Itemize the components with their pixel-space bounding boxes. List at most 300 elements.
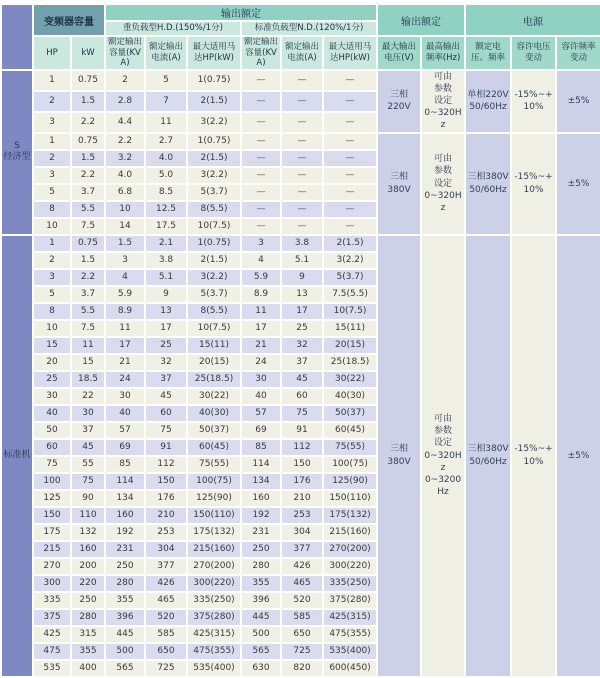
table-cell: 215(160) — [323, 524, 377, 541]
table-cell: 2 — [33, 150, 71, 167]
table-cell: 60(45) — [187, 439, 241, 456]
table-cell: 17 — [281, 303, 323, 320]
table-cell: 85 — [105, 456, 145, 473]
table-cell: 650 — [145, 643, 187, 660]
table-cell: 30 — [33, 388, 71, 405]
header-rated-voltage-freq: 额定电压、频率 — [465, 36, 511, 70]
table-cell: 15 — [71, 354, 105, 371]
header-heavy-duty: 重负载型H.D.(150%/1分) — [105, 21, 241, 36]
table-cell: 377 — [281, 541, 323, 558]
table-cell: 5.0 — [145, 167, 187, 184]
table-cell: 4.0 — [145, 150, 187, 167]
merged-max-voltage: 三相 220V — [377, 70, 421, 133]
table-cell: 1 — [33, 70, 71, 91]
table-cell: 3.8 — [145, 252, 187, 269]
merged-freq-variation: ±5% — [556, 70, 600, 133]
table-cell: 40 — [33, 405, 71, 422]
table-cell: 7 — [145, 91, 187, 112]
header-freq-variation: 容许频率变动 — [556, 36, 600, 70]
table-cell: 3.8 — [281, 235, 323, 252]
table-cell: 520 — [281, 592, 323, 609]
table-cell: 5 — [145, 70, 187, 91]
merged-max-voltage: 三相 380V — [377, 235, 421, 677]
table-cell: — — [281, 218, 323, 235]
header-hd-max-motor: 最大适用马达HP(kW) — [187, 36, 241, 70]
table-cell: 25 — [33, 371, 71, 388]
table-cell: 114 — [241, 456, 281, 473]
header-output-rating: 输出额定 — [105, 4, 377, 21]
table-cell: 3.2 — [105, 150, 145, 167]
merged-max-frequency: 可由 参数 设定 0~320Hz 0~3200Hz — [421, 235, 465, 677]
header-kw: kW — [71, 36, 105, 70]
table-cell: 355 — [105, 592, 145, 609]
table-cell: 10(7.5) — [187, 218, 241, 235]
table-cell: — — [323, 133, 377, 150]
table-cell: 192 — [105, 524, 145, 541]
table-cell: 280 — [71, 609, 105, 626]
table-cell: 32 — [145, 354, 187, 371]
table-cell: 69 — [105, 439, 145, 456]
table-cell: 50(37) — [187, 422, 241, 439]
table-cell: — — [281, 167, 323, 184]
table-cell: 3(2.2) — [187, 112, 241, 133]
table-cell: 270(200) — [323, 541, 377, 558]
table-cell: 2.7 — [145, 133, 187, 150]
table-cell: 57 — [241, 405, 281, 422]
table-cell: 1(0.75) — [187, 235, 241, 252]
table-cell: 75 — [145, 422, 187, 439]
header-normal-duty: 标准负载型N.D.(120%/1分) — [241, 21, 377, 36]
table-cell: 250 — [241, 541, 281, 558]
table-cell: 5 — [33, 286, 71, 303]
table-cell: 45 — [145, 388, 187, 405]
table-cell: 30 — [105, 388, 145, 405]
table-cell: 215(160) — [187, 541, 241, 558]
table-cell: 1 — [33, 133, 71, 150]
table-cell: 175 — [33, 524, 71, 541]
table-cell: 1.5 — [71, 150, 105, 167]
table-cell: 396 — [105, 609, 145, 626]
table-cell: 25(18.5) — [187, 371, 241, 388]
table-cell: 280 — [105, 575, 145, 592]
table-cell: 250 — [71, 592, 105, 609]
table-cell: 2(1.5) — [187, 91, 241, 112]
table-cell: 231 — [105, 541, 145, 558]
table-cell: 4 — [241, 252, 281, 269]
header-row-columns — [1, 36, 600, 70]
table-cell: 300(220) — [323, 558, 377, 575]
table-cell: 725 — [145, 660, 187, 677]
header-power-supply: 电源 — [465, 4, 600, 36]
table-header — [1, 4, 600, 70]
table-cell: 3.7 — [71, 184, 105, 201]
header-hp: HP — [33, 36, 71, 70]
table-cell: 231 — [241, 524, 281, 541]
table-cell: 20(15) — [187, 354, 241, 371]
table-cell: 90 — [71, 490, 105, 507]
table-cell: 11 — [105, 320, 145, 337]
table-cell: — — [241, 218, 281, 235]
table-cell: 300 — [33, 575, 71, 592]
table-cell: 220 — [71, 575, 105, 592]
table-cell: 335 — [33, 592, 71, 609]
table-cell: 37 — [71, 422, 105, 439]
table-cell: 8.9 — [241, 286, 281, 303]
table-cell: 3.7 — [71, 286, 105, 303]
table-cell: 14 — [105, 218, 145, 235]
table-cell: — — [323, 218, 377, 235]
table-cell: 5.9 — [105, 286, 145, 303]
table-cell: 69 — [241, 422, 281, 439]
table-cell: 24 — [241, 354, 281, 371]
table-cell: 13 — [281, 286, 323, 303]
table-cell: 210 — [281, 490, 323, 507]
table-cell: — — [241, 201, 281, 218]
table-cell: 11 — [71, 337, 105, 354]
table-cell: 3 — [105, 252, 145, 269]
table-cell: 335(250) — [187, 592, 241, 609]
table-cell: 15(11) — [323, 320, 377, 337]
table-cell: 400 — [71, 660, 105, 677]
table-cell: 12.5 — [145, 201, 187, 218]
table-cell: — — [281, 184, 323, 201]
table-cell: 8(5.5) — [187, 303, 241, 320]
table-cell: 13 — [145, 303, 187, 320]
table-cell: 25 — [281, 320, 323, 337]
table-cell: 396 — [241, 592, 281, 609]
table-cell: 3 — [33, 112, 71, 133]
table-cell: 32 — [281, 337, 323, 354]
table-cell: 2.1 — [145, 235, 187, 252]
table-cell: 25 — [145, 337, 187, 354]
merged-rated-voltage-freq: 单相220V 50/60Hz — [465, 70, 511, 133]
table-cell: 2 — [33, 252, 71, 269]
table-cell: 110 — [71, 507, 105, 524]
table-cell: 0.75 — [71, 133, 105, 150]
header-nd-rated-capacity: 额定输出容量(KVA) — [241, 36, 281, 70]
table-cell: 192 — [241, 507, 281, 524]
header-voltage-variation: 容许电压变动 — [511, 36, 556, 70]
table-cell: 500 — [241, 626, 281, 643]
table-cell: 585 — [281, 609, 323, 626]
table-cell: 280 — [241, 558, 281, 575]
table-cell: 100(75) — [323, 456, 377, 473]
table-cell: 10 — [33, 218, 71, 235]
table-cell: 40(30) — [323, 388, 377, 405]
table-cell: 4.4 — [105, 112, 145, 133]
header-nd-rated-current: 额定输出电流(A) — [281, 36, 323, 70]
table-cell: 7.5 — [71, 320, 105, 337]
table-cell: 57 — [105, 422, 145, 439]
header-row-groups — [1, 4, 600, 21]
table-cell: 4.0 — [105, 167, 145, 184]
table-cell: 8(5.5) — [187, 201, 241, 218]
table-cell: 10 — [105, 201, 145, 218]
table-cell: 253 — [145, 524, 187, 541]
table-cell: 5.1 — [145, 269, 187, 286]
group-label: 标准机 — [1, 235, 33, 677]
table-cell: 112 — [145, 456, 187, 473]
table-cell: 3 — [33, 167, 71, 184]
table-cell: 37 — [145, 371, 187, 388]
table-cell: 15 — [33, 337, 71, 354]
table-cell: — — [323, 112, 377, 133]
table-cell: 134 — [241, 473, 281, 490]
table-cell: 1(0.75) — [187, 133, 241, 150]
table-cell: 150 — [145, 473, 187, 490]
table-row — [1, 235, 600, 252]
table-cell: 426 — [281, 558, 323, 575]
table-cell: 3(2.2) — [187, 269, 241, 286]
table-cell: — — [241, 70, 281, 91]
table-cell: 445 — [241, 609, 281, 626]
table-row — [1, 133, 600, 150]
table-cell: 2(1.5) — [187, 252, 241, 269]
table-cell: 445 — [105, 626, 145, 643]
table-cell: 17 — [241, 320, 281, 337]
table-cell: 8 — [33, 201, 71, 218]
table-cell: 1.5 — [71, 91, 105, 112]
table-cell: 500 — [105, 643, 145, 660]
table-cell: 535(400) — [323, 643, 377, 660]
table-cell: 21 — [105, 354, 145, 371]
table-cell: 1.5 — [105, 235, 145, 252]
table-cell: 24 — [105, 371, 145, 388]
merged-freq-variation: ±5% — [556, 235, 600, 677]
merged-max-voltage: 三相 380V — [377, 133, 421, 235]
table-cell: 6.8 — [105, 184, 145, 201]
table-cell: 125(90) — [323, 473, 377, 490]
table-cell: 425(315) — [323, 609, 377, 626]
table-cell: 565 — [241, 643, 281, 660]
table-cell: 5(3.7) — [323, 269, 377, 286]
table-cell: — — [241, 167, 281, 184]
table-cell: 30(22) — [187, 388, 241, 405]
table-cell: 114 — [105, 473, 145, 490]
table-cell: 91 — [281, 422, 323, 439]
table-cell: 75(55) — [187, 456, 241, 473]
table-cell: 9 — [281, 269, 323, 286]
table-cell: — — [241, 184, 281, 201]
corner-cell — [1, 4, 33, 70]
table-cell: 5.1 — [281, 252, 323, 269]
table-cell: 22 — [71, 388, 105, 405]
table-cell: 8.5 — [145, 184, 187, 201]
table-cell: — — [323, 150, 377, 167]
table-cell: 150 — [281, 456, 323, 473]
table-cell: — — [281, 112, 323, 133]
table-cell: 585 — [145, 626, 187, 643]
merged-rated-voltage-freq: 三相380V 50/60Hz — [465, 235, 511, 677]
table-cell: 11 — [241, 303, 281, 320]
table-cell: 375(280) — [323, 592, 377, 609]
table-cell: 475(355) — [323, 626, 377, 643]
table-cell: 125 — [33, 490, 71, 507]
table-cell: 17.5 — [145, 218, 187, 235]
table-cell: 355 — [241, 575, 281, 592]
table-cell: 270 — [33, 558, 71, 575]
table-cell: 30 — [71, 405, 105, 422]
table-cell: 11 — [145, 112, 187, 133]
table-cell: 150(110) — [323, 490, 377, 507]
table-cell: 820 — [281, 660, 323, 677]
table-cell: 3(2.2) — [323, 252, 377, 269]
table-cell: — — [281, 150, 323, 167]
table-cell: 25(18.5) — [323, 354, 377, 371]
table-cell: — — [281, 70, 323, 91]
table-cell: 75(55) — [323, 439, 377, 456]
table-cell: 535 — [33, 660, 71, 677]
table-cell: 600(450) — [323, 660, 377, 677]
table-cell: 21 — [241, 337, 281, 354]
table-cell: 100(75) — [187, 473, 241, 490]
group-label: S 经济型 — [1, 70, 33, 235]
table-cell: 4 — [105, 269, 145, 286]
table-cell: 210 — [145, 507, 187, 524]
table-cell: 375(280) — [187, 609, 241, 626]
table-cell: 20 — [33, 354, 71, 371]
table-cell: 215 — [33, 541, 71, 558]
table-cell: 5.5 — [71, 201, 105, 218]
table-cell: 2(1.5) — [187, 150, 241, 167]
header-hd-rated-capacity: 额定输出容量(KVA) — [105, 36, 145, 70]
table-cell: 5(3.7) — [187, 184, 241, 201]
table-cell: 17 — [145, 320, 187, 337]
table-cell: — — [323, 201, 377, 218]
table-cell: 465 — [281, 575, 323, 592]
table-cell: 10(7.5) — [323, 303, 377, 320]
table-cell: 50(37) — [323, 405, 377, 422]
table-cell: 355 — [71, 643, 105, 660]
table-cell: — — [241, 133, 281, 150]
table-cell: 377 — [145, 558, 187, 575]
table-cell: 30(22) — [323, 371, 377, 388]
inverter-spec-table — [0, 3, 600, 678]
table-cell: 8.9 — [105, 303, 145, 320]
table-cell: 160 — [105, 507, 145, 524]
merged-voltage-variation: -15%~+10% — [511, 133, 556, 235]
table-cell: — — [281, 133, 323, 150]
table-cell: 20(15) — [323, 337, 377, 354]
table-cell: 270(200) — [187, 558, 241, 575]
table-cell: 1.5 — [71, 252, 105, 269]
table-cell: 253 — [281, 507, 323, 524]
table-cell: 75 — [281, 405, 323, 422]
table-cell: 160 — [71, 541, 105, 558]
table-cell: 425(315) — [187, 626, 241, 643]
table-cell: 85 — [241, 439, 281, 456]
table-cell: 150(110) — [187, 507, 241, 524]
table-cell: 45 — [71, 439, 105, 456]
table-cell: 300(220) — [187, 575, 241, 592]
table-cell: 91 — [145, 439, 187, 456]
table-cell: — — [323, 91, 377, 112]
table-cell: 3 — [33, 269, 71, 286]
table-cell: 112 — [281, 439, 323, 456]
table-cell: 304 — [281, 524, 323, 541]
table-cell: 0.75 — [71, 235, 105, 252]
table-cell: 160 — [241, 490, 281, 507]
table-cell: 2(1.5) — [323, 235, 377, 252]
table-cell: 45 — [281, 371, 323, 388]
table-cell: 475(355) — [187, 643, 241, 660]
table-cell: 2.2 — [105, 133, 145, 150]
table-cell: 60 — [145, 405, 187, 422]
table-cell: 60(45) — [323, 422, 377, 439]
table-cell: 630 — [241, 660, 281, 677]
table-cell: 134 — [105, 490, 145, 507]
table-cell: 1(0.75) — [187, 70, 241, 91]
table-cell: 2.2 — [71, 112, 105, 133]
table-cell: 5(3.7) — [187, 286, 241, 303]
table-cell: 535(400) — [187, 660, 241, 677]
table-cell: 2 — [105, 70, 145, 91]
table-cell: 100 — [33, 473, 71, 490]
table-cell: — — [323, 184, 377, 201]
header-hd-rated-current: 额定输出电流(A) — [145, 36, 187, 70]
table-cell: 0.75 — [71, 70, 105, 91]
table-cell: 9 — [145, 286, 187, 303]
table-cell: — — [241, 150, 281, 167]
table-cell: 175(132) — [187, 524, 241, 541]
table-cell: 426 — [145, 575, 187, 592]
table-cell: 475 — [33, 643, 71, 660]
table-cell: 176 — [145, 490, 187, 507]
table-cell: 565 — [105, 660, 145, 677]
merged-freq-variation: ±5% — [556, 133, 600, 235]
table-cell: 50 — [33, 422, 71, 439]
table-cell: 7.5 — [71, 218, 105, 235]
header-converter-capacity: 变频器容量 — [33, 4, 105, 36]
header-max-voltage: 最大输出电压(V) — [377, 36, 421, 70]
table-cell: 30 — [241, 371, 281, 388]
table-cell: 40(30) — [187, 405, 241, 422]
table-cell: 5 — [33, 184, 71, 201]
table-cell: 304 — [145, 541, 187, 558]
table-cell: 7.5(5.5) — [323, 286, 377, 303]
table-cell: 10(7.5) — [187, 320, 241, 337]
table-cell: 315 — [71, 626, 105, 643]
table-cell: 60 — [33, 439, 71, 456]
table-cell: 55 — [71, 456, 105, 473]
table-cell: 200 — [71, 558, 105, 575]
table-cell: 150 — [33, 507, 71, 524]
table-row — [1, 70, 600, 91]
table-cell: 465 — [145, 592, 187, 609]
table-cell: 10 — [33, 320, 71, 337]
table-body — [1, 70, 600, 677]
table-cell: 17 — [105, 337, 145, 354]
header-output-rating-right: 输出额定 — [377, 4, 465, 36]
merged-voltage-variation: -15%~+10% — [511, 235, 556, 677]
merged-max-frequency: 可由 参数 设定 0~320Hz — [421, 133, 465, 235]
table-cell: — — [241, 112, 281, 133]
table-cell: — — [281, 91, 323, 112]
merged-rated-voltage-freq: 三相380V 50/60Hz — [465, 133, 511, 235]
table-cell: 40 — [105, 405, 145, 422]
table-cell: 15(11) — [187, 337, 241, 354]
table-cell: 176 — [281, 473, 323, 490]
table-cell: 18.5 — [71, 371, 105, 388]
table-cell: — — [323, 167, 377, 184]
table-cell: 125(90) — [187, 490, 241, 507]
table-cell: 375 — [33, 609, 71, 626]
table-cell: 5.9 — [241, 269, 281, 286]
table-cell: 250 — [105, 558, 145, 575]
table-cell: 8 — [33, 303, 71, 320]
table-cell: 2.2 — [71, 269, 105, 286]
header-nd-max-motor: 最大适用马达HP(kW) — [323, 36, 377, 70]
